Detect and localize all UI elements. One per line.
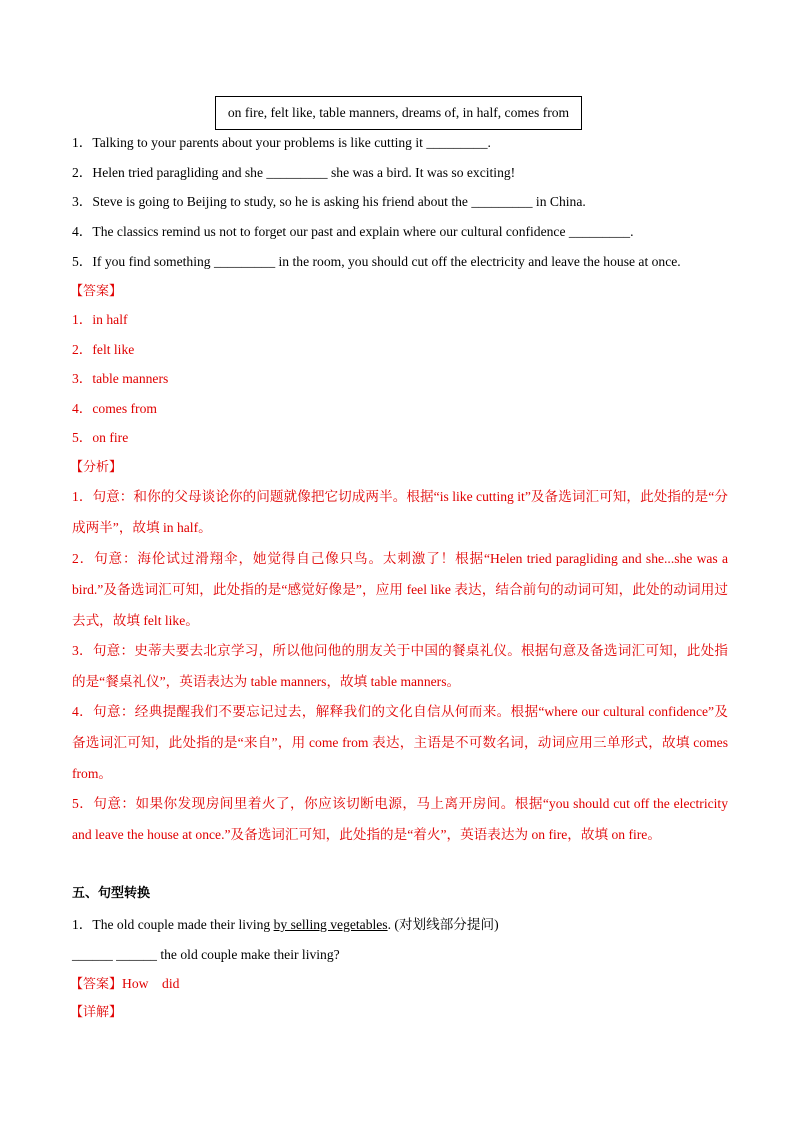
- answer-1: 1．in half: [72, 312, 128, 327]
- answer-3: 3．table manners: [72, 371, 169, 386]
- question-prefix: 1．The old couple made their living: [72, 917, 274, 932]
- analysis-5: 5．句意：如果你发现房间里着火了，你应该切断电源，马上离开房间。根据“you should cut off the electricity and leave the house at once.”及备选词汇可知，此处指的是“着火”，英语表达为 on fire，故填 on fire。: [72, 796, 728, 842]
- answer-value: How did: [122, 976, 180, 991]
- question-4: 4．The classics remind us not to forget our past and explain where our cultural confidence _________.: [72, 224, 634, 239]
- analysis-3: 3．句意：史蒂夫要去北京学习，所以他问他的朋友关于中国的餐桌礼仪。根据句意及备选词汇可知，此处指的是“餐桌礼仪”，英语表达为 table manners，故填 table manners。: [72, 643, 728, 689]
- answer-4: 4．comes from: [72, 401, 157, 416]
- underlined-phrase: by selling vegetables: [273, 917, 388, 932]
- question-suffix: . (对划线部分提问): [387, 917, 499, 932]
- section-title: 五、句型转换: [72, 886, 151, 901]
- question-5: 5．If you find something _________ in the room, you should cut off the electricity and leave the house at once.: [72, 254, 681, 269]
- question-3: 3．Steve is going to Beijing to study, so he is asking his friend about the _________ in China.: [72, 194, 586, 209]
- question-1: 1．Talking to your parents about your problems is like cutting it _________.: [72, 135, 491, 150]
- analysis-header: 【分析】: [70, 460, 123, 475]
- word-bank-text: on fire, felt like, table manners, dreams of, in half, comes from: [227, 105, 570, 120]
- analysis-4: 4．句意：经典提醒我们不要忘记过去，解释我们的文化自信从何而来。根据“where our cultural confidence”及备选词汇可知，此处指的是“来自”，用 come from 表达，主语是不可数名词，动词应用三单形式，故填 comes from。: [72, 704, 728, 781]
- answer-2: 2．felt like: [72, 342, 135, 357]
- section5-blank-line: ______ ______ the old couple make their living?: [72, 947, 340, 962]
- question-2: 2．Helen tried paragliding and she _________ she was a bird. It was so exciting!: [72, 165, 516, 180]
- section5-question-1: [72, 916, 499, 934]
- detail-label: 【详解】: [70, 1005, 123, 1020]
- answer-5: 5．on fire: [72, 430, 129, 445]
- word-bank-box: [215, 96, 582, 130]
- section5-answer: [70, 975, 179, 994]
- analysis-1: 1．句意：和你的父母谈论你的问题就像把它切成两半。根据“is like cutting it”及备选词汇可知，此处指的是“分成两半”，故填 in half。: [72, 489, 728, 535]
- analysis-2: 2．句意：海伦试过滑翔伞，她觉得自己像只鸟。太刺激了！根据“Helen tried paragliding and she...she was a bird.”及备选词汇可知，此处指的是“感觉好像是”，应用 feel like 表达，结合前句的动词可知，此处的动词用过去式，故填 felt like。: [72, 551, 728, 628]
- answer-label: 【答案】: [70, 977, 123, 992]
- answer-header: 【答案】: [70, 284, 123, 299]
